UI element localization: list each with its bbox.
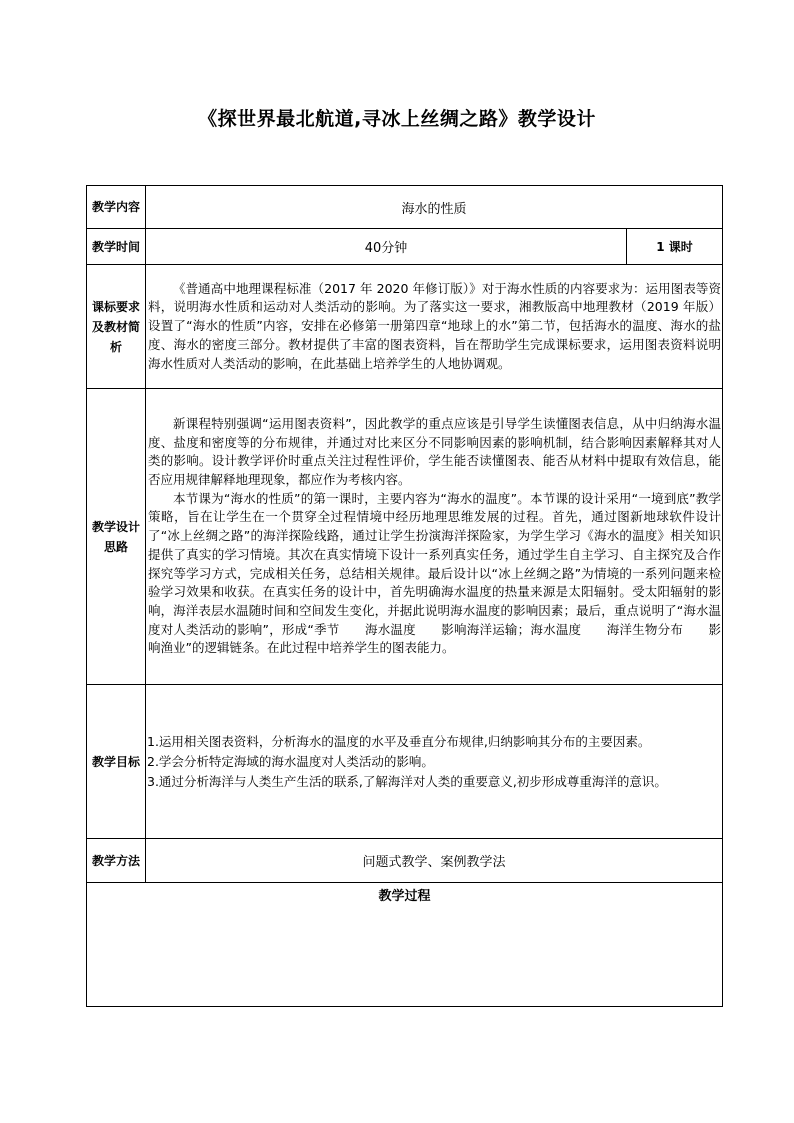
design-paragraph-2: 本节课为“海水的性质”的第一课时，主要内容为“海水的温度”。本节课的设计采用“一境到底”教学策略，旨在让学生在一个贯穿全过程情境中经历地理思维发展的过程。首先，通过图新地球软件设计了“冰上丝绸之路”的海洋探险线路，通过让学生扮演海洋探险家，为学生学习《海水的温度》相关知识提供了真实的学习情境。其次在真实情境下设计一系列真实任务，通过学生自主学习、自主探究及合作探究等学习方式，完成相关任务，总结相关规律。最后设计以“冰上丝绸之路”为情境的一系列问题来检验学习效果和收获。在真实任务的设计中，首先明确海水温度的热量来源是太阳辐射。受太阳辐射的影响，海洋表层水温随时间和空间发生变化，并据此说明海水温度的影响因素；最后，重点说明了“海水温度对人类活动的影响”，形成“季节 海水温度 影响海洋运输；海水温度 海洋生物分布 影响渔业”的逻辑链条。在此过程中培养学生的图表能力。 bbox=[148, 490, 722, 656]
goal-item-3: 3.通过分析海洋与人类生产生活的联系,了解海洋对人类的重要意义,初步形成尊重海洋的意识。 bbox=[147, 773, 667, 789]
cell-teaching-process bbox=[87, 883, 723, 1007]
value-teaching-method: 问题式教学、案例教学法 bbox=[146, 839, 723, 883]
value-teaching-content: 海水的性质 bbox=[146, 186, 723, 229]
value-class-hours: 1 课时 bbox=[627, 229, 723, 265]
label-teaching-content: 教学内容 bbox=[87, 186, 146, 229]
goal-list bbox=[146, 732, 722, 792]
goal-item-2: 2.学会分析特定海域的海水温度对人类活动的影响。 bbox=[147, 753, 434, 769]
row-design-idea bbox=[87, 389, 723, 685]
label-design-idea: 教学设计思路 bbox=[87, 389, 146, 685]
heading-teaching-process: 教学过程 bbox=[378, 889, 431, 904]
label-teaching-time: 教学时间 bbox=[87, 229, 146, 265]
design-paragraph-1: 新课程特别强调“运用图表资料”，因此教学的重点应该是引导学生读懂图表信息，从中归纳海水温度、盐度和密度等的分布规律，并通过对比来区分不同影响因素的影响机制，结合影响因素解释其对人类的影响。设计教学评价时重点关注过程性评价，学生能否读懂图表、能否从材料中提取有效信息，能否应用规律解释地理现象，都应作为考核内容。 bbox=[148, 415, 722, 488]
row-teaching-process bbox=[87, 883, 723, 1007]
lesson-plan-table bbox=[86, 185, 723, 1007]
cell-standards-analysis bbox=[146, 265, 723, 389]
cell-teaching-goals bbox=[146, 685, 723, 839]
value-teaching-time: 40分钟 bbox=[146, 229, 627, 265]
row-teaching-goals bbox=[87, 685, 723, 839]
document-title: 《探世界最北航道,寻冰上丝绸之路》教学设计 bbox=[198, 108, 596, 130]
goal-item-1: 1.运用相关图表资料，分析海水的温度的水平及垂直分布规律,归纳影响其分布的主要因素。 bbox=[147, 733, 651, 749]
row-teaching-content bbox=[87, 186, 723, 229]
label-teaching-method: 教学方法 bbox=[87, 839, 146, 883]
label-teaching-goals: 教学目标 bbox=[87, 685, 146, 839]
label-standards-analysis: 课标要求及教材简析 bbox=[87, 265, 146, 389]
row-standards-analysis bbox=[87, 265, 723, 389]
row-teaching-time bbox=[87, 229, 723, 265]
row-teaching-method bbox=[87, 839, 723, 883]
standards-paragraph: 《普通高中地理课程标准（2017 年 2020 年修订版）》对于海水性质的内容要求为：运用图表等资料，说明海水性质和运动对人类活动的影响。为了落实这一要求，湘教版高中地理教材（2019 年版）设置了“海水的性质”内容，安排在必修第一册第四章“地球上的水”第二节，包括海水的温度、海水的盐度、海水的密度三部分。教材提供了丰富的图表资料，旨在帮助学生完成课标要求，运用图表资料说明海水性质对人类活动的影响，在此基础上培养学生的人地协调观。 bbox=[148, 280, 722, 371]
cell-design-idea bbox=[146, 389, 723, 685]
